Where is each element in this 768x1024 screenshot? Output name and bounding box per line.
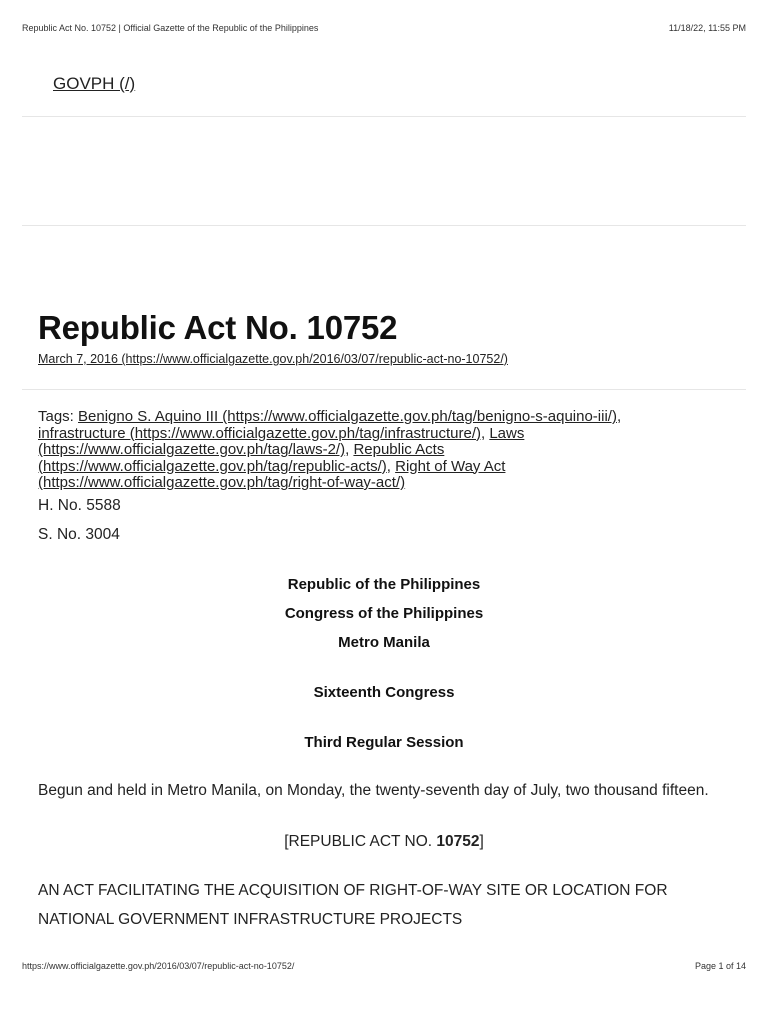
page-title: Republic Act No. 10752	[38, 309, 398, 346]
act-title: AN ACT FACILITATING THE ACQUISITION OF RIGHT-OF-WAY SITE OR LOCATION FOR NATIONAL GOVERNMENT INFRASTRUCTURE PROJECTS	[38, 882, 668, 928]
tag-link-right-of-way-act[interactable]: Right of Way Act (https://www.officialgazette.gov.ph/tag/right-of-way-act/)	[38, 457, 506, 491]
begun-paragraph: Begun and held in Metro Manila, on Monday, the twenty-seventh day of July, two thousand fifteen.	[38, 782, 709, 799]
tag-separator: ,	[616, 408, 622, 425]
heading-location: Metro Manila	[338, 634, 430, 651]
congress-label: Sixteenth Congress	[313, 684, 455, 701]
tag-link-republic-acts[interactable]: Republic Acts (https://www.officialgazette.gov.ph/tag/republic-acts/)	[38, 441, 445, 475]
govph-link[interactable]: GOVPH (/)	[53, 74, 136, 93]
date-link[interactable]: March 7, 2016 (https://www.officialgazette.gov.ph/2016/03/07/republic-act-no-10752/)	[38, 352, 508, 366]
senate-bill-number: S. No. 3004	[38, 526, 120, 543]
act-number-suffix: ]	[479, 833, 484, 850]
tags-list	[38, 409, 698, 492]
heading-congress: Congress of the Philippines	[284, 605, 484, 622]
print-footer-url: https://www.officialgazette.gov.ph/2016/03/07/republic-act-no-10752/	[22, 961, 295, 971]
heading-republic: Republic of the Philippines	[287, 576, 481, 593]
divider	[22, 116, 746, 117]
house-bill-number: H. No. 5588	[38, 497, 121, 514]
act-number-line	[0, 833, 768, 851]
tags-label: Tags:	[38, 408, 79, 425]
act-number: 10752	[436, 833, 480, 850]
tag-separator: ,	[386, 457, 396, 475]
tag-link-infrastructure[interactable]: infrastructure (https://www.officialgazette.gov.ph/tag/infrastructure/)	[38, 424, 481, 442]
tag-link-laws[interactable]: Laws (https://www.officialgazette.gov.ph/tag/laws-2/)	[38, 424, 525, 458]
tag-link-benigno-aquino[interactable]: Benigno S. Aquino III (https://www.officialgazette.gov.ph/tag/benigno-s-aquino-iii/)	[78, 408, 617, 425]
divider	[22, 225, 746, 226]
print-header-datetime: 11/18/22, 11:55 PM	[668, 23, 746, 33]
print-footer	[22, 961, 746, 973]
tag-separator: ,	[345, 441, 354, 458]
act-number-prefix: [REPUBLIC ACT NO.	[284, 833, 437, 850]
session-label: Third Regular Session	[304, 734, 464, 751]
print-header-title: Republic Act No. 10752 | Official Gazette of the Republic of the Philippines	[22, 23, 319, 33]
print-footer-page-info: Page 1 of 14	[694, 961, 746, 971]
divider	[22, 389, 746, 390]
print-header	[22, 23, 746, 35]
tag-separator: ,	[480, 424, 490, 442]
